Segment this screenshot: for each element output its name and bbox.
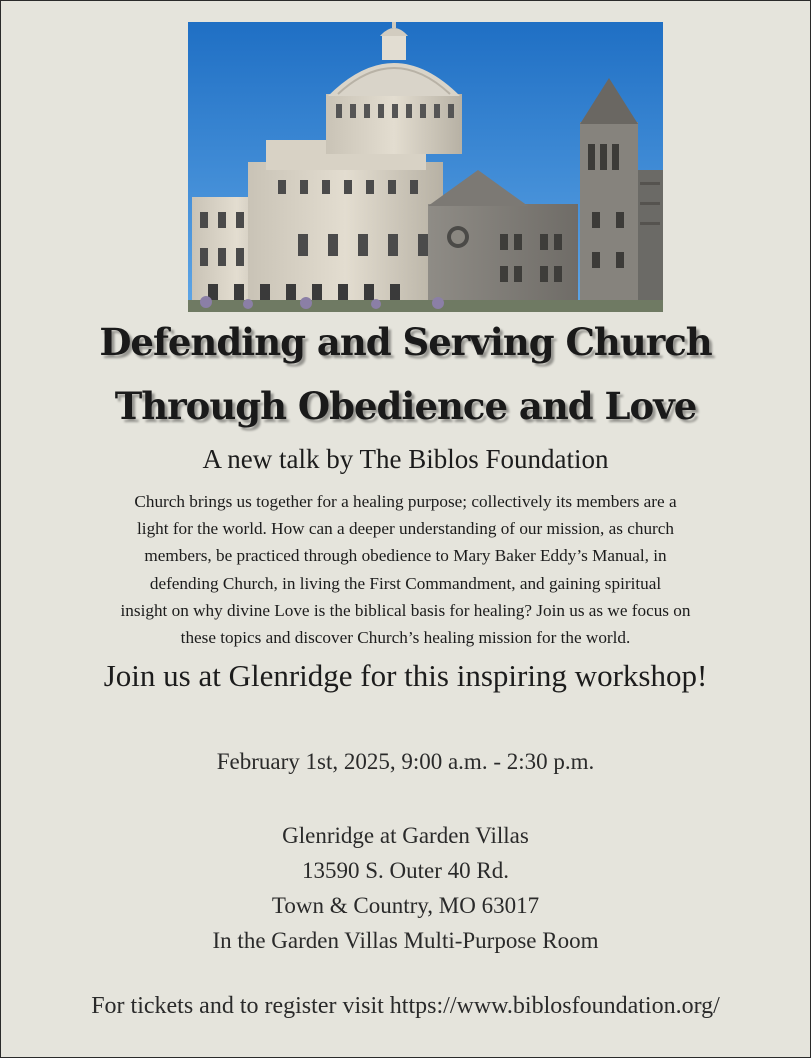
description-line: insight on why divine Love is the biblical basis for healing? Join us as we focus on [120,600,691,620]
event-datetime: February 1st, 2025, 9:00 a.m. - 2:30 p.m. [216,749,595,774]
venue-name: Glenridge at Garden Villas [282,823,529,848]
description-line: light for the world. How can a deeper understanding of our mission, as church [137,519,674,539]
description-line: members, be practiced through obedience to Mary Baker Eddy’s Manual, in [144,546,667,566]
description-line: these topics and discover Church’s healing mission for the world. [180,628,631,648]
venue-room: In the Garden Villas Multi-Purpose Room [212,928,599,953]
venue-street: 13590 S. Outer 40 Rd. [302,858,509,883]
event-venue [0,818,811,958]
church-building-photo [188,22,663,312]
title-line-2: Through Obedience and Love [114,384,697,428]
description-line: Church brings us together for a healing purpose; collectively its members are a [134,492,677,511]
subtitle: A new talk by The Biblos Foundation [202,444,609,474]
title-line-1: Defending and Serving Church [99,320,712,364]
venue-city: Town & Country, MO 63017 [271,893,540,918]
call-to-action: Join us at Glenridge for this inspiring workshop! [103,658,708,693]
registration-info: For tickets and to register visit https://www.biblosfoundation.org/ [91,993,720,1019]
description-line: defending Church, in living the First Commandment, and gaining spiritual [149,573,662,593]
description [64,488,747,651]
